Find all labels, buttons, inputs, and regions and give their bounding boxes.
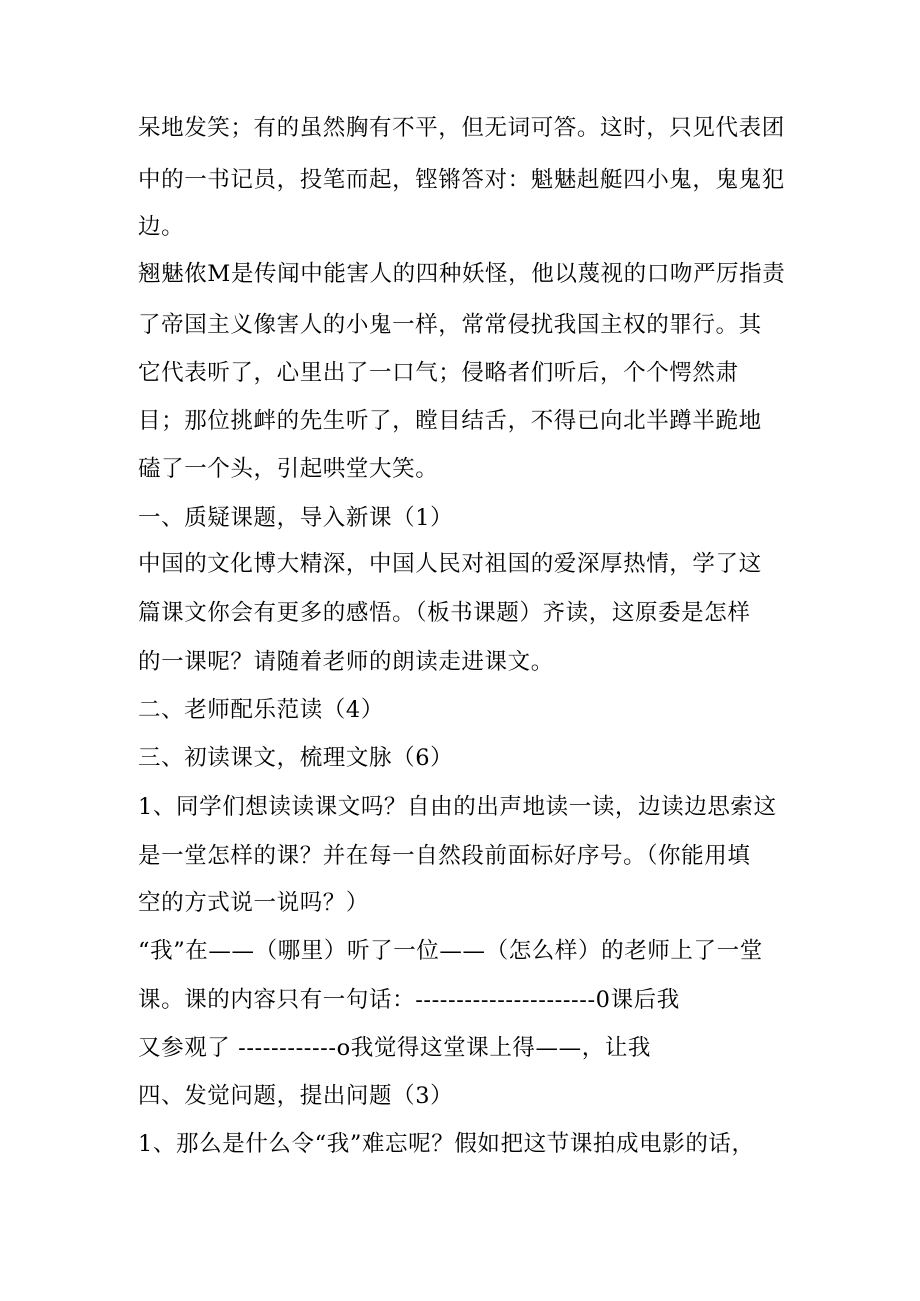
text-line-5: 了帝国主义像害人的小鬼一样，常常侵扰我国主权的罪行。其 (138, 312, 762, 338)
text-line-12: 的一课呢？请随着老师的朗读走进课文。 (138, 649, 554, 675)
section-heading-3: 三、初读课文，梳理文脉（6） (138, 745, 454, 771)
text-line-19: 课。课的内容只有一句话：----------------------0课后我 (138, 987, 680, 1013)
text-line-1: 呆地发笑；有的虽然胸有不平，但无词可答。这时，只见代表团 (138, 115, 785, 141)
text-line-15: 1、同学们想读读课文吗？自由的出声地读一读，边读边思索这 (138, 794, 777, 820)
text-line-8: 磕了一个头，引起哄堂大笑。 (138, 456, 439, 482)
text-line-18: “我”在——（哪里）听了一位——（怎么样）的老师上了一堂 (138, 938, 763, 964)
text-line-7: 目；那位挑衅的先生听了，瞠目结舌，不得已向北半蹲半跪地 (138, 408, 762, 434)
text-line-16: 是一堂怎样的课？并在每一自然段前面标好序号。（你能用填 (138, 843, 751, 869)
section-heading-4: 四、发觉问题，提出问题（3） (138, 1083, 454, 1109)
text-line-6: 它代表听了，心里出了一口气；侵略者们听后，个个愕然肃 (138, 360, 739, 386)
text-line-2: 中的一书记员，投笔而起，铿锵答对：魁魅赳艇四小鬼，鬼鬼犯 (138, 167, 785, 193)
text-line-17: 空的方式说一说吗？） (138, 890, 370, 916)
section-heading-2: 二、老师配乐范读（4） (138, 697, 384, 723)
text-line-22: 1、那么是什么令“我”难忘呢？假如把这节课拍成电影的话， (138, 1131, 755, 1157)
text-line-4: 翘魅侬M是传闻中能害人的四种妖怪，他以蔑视的口吻严厉指责 (138, 261, 786, 287)
section-heading-1: 一、质疑课题，导入新课（1） (138, 505, 454, 531)
text-line-20: 又参观了 ------------o我觉得这堂课上得——，让我 (138, 1035, 652, 1061)
text-line-3: 边。 (138, 214, 185, 240)
text-line-10: 中国的文化博大精深，中国人民对祖国的爱深厚热情，学了这 (138, 551, 762, 577)
text-line-11: 篇课文你会有更多的感悟。（板书课题）齐读，这原委是怎样 (138, 600, 751, 626)
